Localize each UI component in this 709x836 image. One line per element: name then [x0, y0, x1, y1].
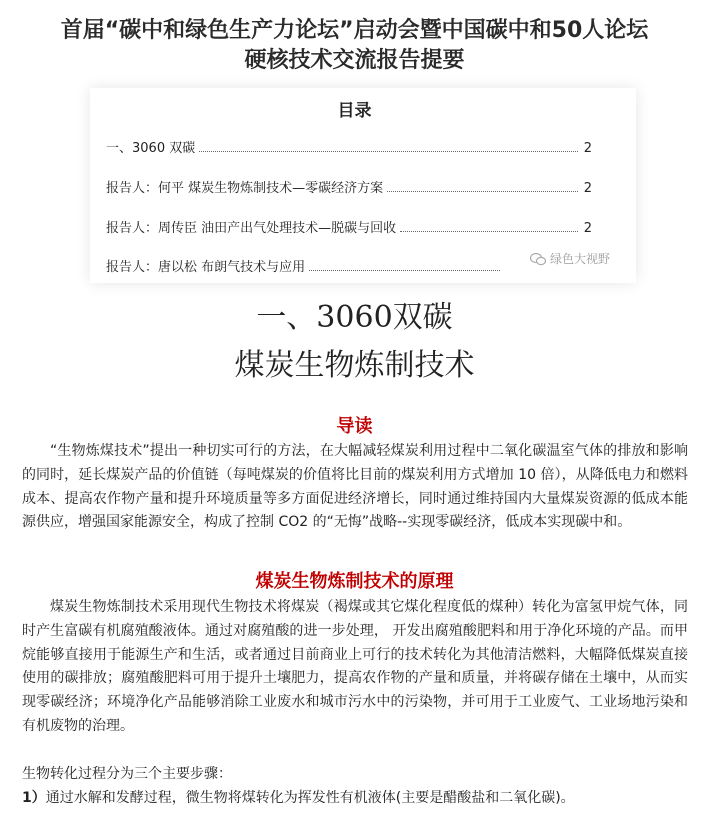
document-title-line2: 硬核技术交流报告提要	[244, 48, 465, 73]
toc-leader	[387, 191, 578, 192]
toc-leader	[400, 231, 578, 232]
toc-item[interactable]	[106, 217, 592, 236]
document-title	[0, 0, 709, 76]
watermark-text: 绿色大视野	[550, 252, 611, 266]
section-heading: 一、3060双碳	[256, 300, 453, 335]
section-subheading: 煤炭生物炼制技术	[234, 348, 475, 383]
document-title-line1: 首届“碳中和绿色生产力论坛”启动会暨中国碳中和50人论坛	[60, 18, 649, 43]
toc-item-label: 报告人：何平 煤炭生物炼制技术—零碳经济方案	[106, 181, 384, 196]
toc-item[interactable]	[106, 256, 506, 275]
toc-leader	[309, 270, 500, 271]
toc-item-label: 报告人：周传臣 油田产出气处理技术—脱碳与回收	[106, 221, 397, 236]
intro-heading: 导读	[336, 416, 373, 437]
step-1-number: 1）	[22, 790, 46, 806]
step-1	[22, 787, 688, 811]
step-1-text: 通过水解和发酵过程，微生物将煤转化为挥发性有机液体(主要是醋酸盐和二氧化碳)。	[45, 790, 575, 806]
toc-leader	[199, 151, 578, 152]
toc-item[interactable]	[106, 137, 592, 156]
principle-heading: 煤炭生物炼制技术的原理	[255, 571, 454, 592]
toc-item-page: 2	[583, 181, 592, 196]
intro-paragraph: “生物炼煤技术”提出一种切实可行的方法，在大幅减轻煤炭利用过程中二氧化碳温室气体的排放和影响的同时，延长煤炭产品的价值链（每吨煤炭的价值将比目前的煤炭利用方式增加 10 倍），从降低电力和燃料成本、提高农作物产量和提升环境质量等多方面促进经济增长，同时通过维持国内大量煤炭资源的低成本能源供应，增强国家能源安全，构成了控制 CO2 的“无悔”战略--实现零碳经济，低成本实现碳中和。	[22, 443, 688, 531]
toc-item-label: 报告人：唐以松 布朗气技术与应用	[106, 260, 306, 275]
toc-item-page: 2	[583, 221, 592, 236]
steps-intro: 生物转化过程分为三个主要步骤：	[22, 766, 232, 782]
toc-item[interactable]	[106, 177, 592, 196]
principle-paragraph: 煤炭生物炼制技术采用现代生物技术将煤炭（褐煤或其它煤化程度低的煤种）转化为富氢甲烷气体，同时产生富碳有机腐殖酸液体。通过对腐殖酸的进一步处理， 开发出腐殖酸肥料和用于净化环境的产品。而甲烷能够直接用于能源生产和生活，或者通过目前商业上可行的技术转化为其他清洁燃料，大幅降低煤炭直接使用的碳排放；腐殖酸肥料可用于提升土壤肥力，提高农作物的产量和质量，并将碳存储在土壤中，从而实现零碳经济；环境净化产品能够消除工业废水和城市污水中的污染物，并可用于工业废气、工业场地污染和有机废物的治理。	[22, 599, 688, 734]
toc-item-label: 一、3060 双碳	[106, 141, 196, 156]
toc-heading: 目录	[337, 101, 372, 121]
wechat-icon	[530, 252, 546, 266]
watermark	[530, 250, 610, 267]
toc-item-page: 2	[583, 141, 592, 156]
